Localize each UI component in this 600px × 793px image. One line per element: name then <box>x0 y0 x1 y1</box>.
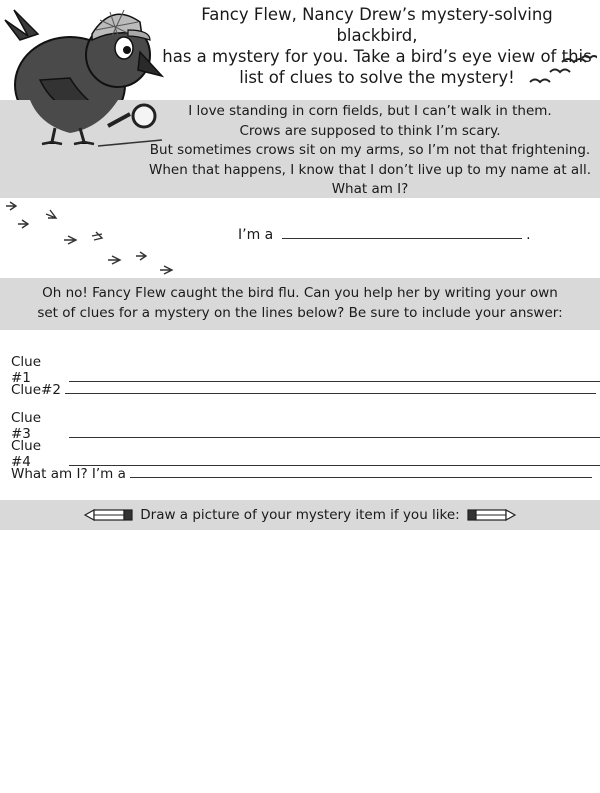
bird-flu-line-2: set of clues for a mystery on the lines below? Be sure to include your answer: <box>37 305 563 321</box>
bird-flu-band <box>0 278 600 330</box>
flying-birds-icon <box>522 52 597 90</box>
final-answer-row <box>11 466 592 482</box>
blackbird-legs-overlay <box>0 100 175 150</box>
clue-4-label: Clue #4 <box>11 438 42 470</box>
draw-prompt <box>0 500 600 530</box>
bird-flu-line-1: Oh no! Fancy Flew caught the bird flu. Can you help her by writing your own <box>42 285 558 301</box>
bird-tracks-icon <box>4 200 179 278</box>
clue-2-line[interactable] <box>65 392 596 394</box>
draw-band <box>0 500 600 530</box>
riddle-line-1: I love standing in corn fields, but I can’t walk in them. <box>188 103 552 119</box>
draw-prompt-label: Draw a picture of your mystery item if you like: <box>140 507 460 523</box>
drawing-area[interactable] <box>0 532 600 793</box>
intro-line-1: Fancy Flew, Nancy Drew’s mystery-solving blackbird, <box>201 5 553 45</box>
intro-line-3: list of clues to solve the mystery! <box>239 68 515 87</box>
clue-2-row <box>11 382 596 398</box>
clue-1-label: Clue #1 <box>11 354 42 386</box>
answer-prefix: I’m a <box>238 227 274 243</box>
riddle-line-4: When that happens, I know that I don’t live up to my name at all. <box>149 161 591 178</box>
clue-3-label: Clue #3 <box>11 410 42 442</box>
riddle-text <box>140 100 600 200</box>
riddle-line-2: Crows are supposed to think I’m scary. <box>239 122 501 139</box>
answer-suffix: . <box>526 227 531 243</box>
answer-row <box>238 226 531 243</box>
final-answer-line[interactable] <box>130 476 592 478</box>
clue-2-label: Clue#2 <box>11 382 61 398</box>
pencil-left-icon <box>84 509 134 521</box>
intro-line-2: has a mystery for you. Take a bird’s eye view of this <box>162 47 592 66</box>
pencil-right-icon <box>466 509 516 521</box>
final-answer-label: What am I? I’m a <box>11 466 126 482</box>
answer-input-line[interactable] <box>282 226 522 239</box>
bird-flu-text <box>0 278 600 323</box>
riddle-line-3: But sometimes crows sit on my arms, so I’m not that frightening. <box>149 142 591 158</box>
riddle-line-5: What am I? <box>331 181 409 197</box>
